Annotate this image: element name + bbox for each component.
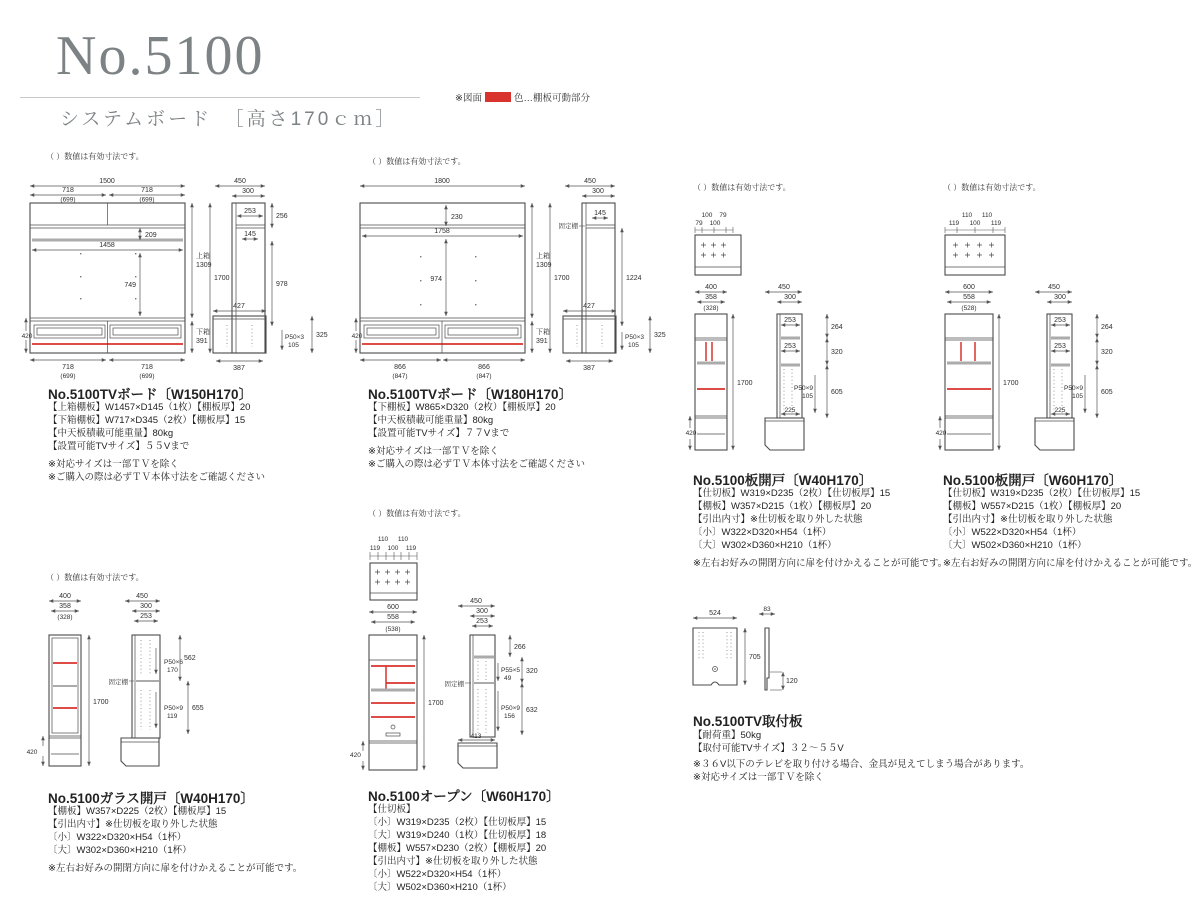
product-specs <box>693 729 844 755</box>
spec-line: 【棚板】W357×D225（2枚）【棚板厚】15 <box>48 806 227 817</box>
dim-label: 866 <box>394 364 406 371</box>
dim-label: 300 <box>140 603 152 610</box>
dim-label: 253 <box>784 343 796 350</box>
spec-line: 【仕切板】W319×D235（2枚）【仕切板厚】15 <box>693 488 891 499</box>
dim-label: (699) <box>60 373 76 380</box>
note-line: ※ご購入の際は必ずＴＶ本体寸法をご確認ください <box>368 459 585 470</box>
dim-label: 105 <box>802 393 813 400</box>
dim-label: 387 <box>583 365 595 372</box>
dim-label: 450 <box>136 593 148 600</box>
dim-label: 978 <box>276 281 288 288</box>
dim-label: 105 <box>628 342 639 349</box>
spec-line: 〔大〕W302×D360×H210（1杯） <box>693 540 837 551</box>
dim-label: 266 <box>514 644 526 651</box>
fig-note: （ ）数値は有効寸法です。 <box>943 183 1041 192</box>
dim-label: P50×9 <box>1064 385 1083 392</box>
dim-label: 420 <box>351 333 363 340</box>
fig-note: （ ）数値は有効寸法です。 <box>46 152 144 161</box>
side-view <box>765 314 804 450</box>
dim-label: 1700 <box>737 380 753 387</box>
dim-label: 固定棚 <box>108 679 128 686</box>
dim-label: 558 <box>387 614 399 621</box>
dim-label: 320 <box>526 668 538 675</box>
front-dimensions <box>27 593 109 766</box>
dim-label: 119 <box>990 220 1002 227</box>
dim-label: 450 <box>234 178 246 185</box>
note-line: ※３６V以下のテレビを取り付ける場合、金具が見えてしまう場合があります。 <box>693 759 1030 770</box>
dim-label: 209 <box>145 232 157 239</box>
legend-suffix: 色…棚板可動部分 <box>513 93 590 104</box>
dim-label: 391 <box>536 338 548 345</box>
dim-label: 1309 <box>536 262 552 269</box>
dim-label: 325 <box>654 332 666 339</box>
dim-label: 79 <box>695 220 703 227</box>
dim-label: 718 <box>62 187 74 194</box>
dim-label: 119 <box>405 545 417 552</box>
front-dimensions <box>352 178 570 380</box>
spec-line: 【設置可能TVサイズ】７７Vまで <box>368 428 510 439</box>
note-line: ※対応サイズは一部ＴＶを除く <box>693 772 824 783</box>
product-specs <box>693 487 890 552</box>
dim-label: (528) <box>961 305 977 312</box>
product-specs <box>368 803 546 894</box>
spec-line: 【仕切板】W319×D235（2枚）【仕切板厚】15 <box>943 488 1141 499</box>
dim-label: 100 <box>387 545 399 552</box>
front-dimensions <box>350 604 444 770</box>
front-dimensions <box>22 178 230 380</box>
glassdoor-w40-drawing <box>20 568 350 784</box>
dim-label: 524 <box>709 610 721 617</box>
front-view <box>945 314 993 450</box>
spec-line: 【中天板積載可能重量】80kg <box>368 415 494 426</box>
dim-label: 1458 <box>99 242 115 249</box>
spec-line: 【中天板積載可能重量】80kg <box>48 428 174 439</box>
front-view <box>49 635 81 766</box>
dim-label: 119 <box>167 713 178 720</box>
product-caption: No.5100ガラス開戸〔W40H170〕 <box>48 791 254 806</box>
dim-label: 253 <box>140 613 152 620</box>
spec-line: 【下箱棚板】W717×D345（2枚）【棚板厚】15 <box>48 415 246 426</box>
dim-label: 866 <box>478 364 490 371</box>
tv-plate-drawing <box>685 598 975 710</box>
dim-label: (847) <box>392 373 408 380</box>
dim-label: 110 <box>377 536 389 543</box>
door-w60-drawing <box>935 173 1200 465</box>
side-dimensions <box>559 178 666 372</box>
side-view <box>1035 314 1074 450</box>
dim-label: (699) <box>139 196 155 204</box>
product-notes <box>368 445 585 471</box>
spec-line: 〔小〕W319×D235（2枚）【仕切板厚】15 <box>368 817 547 828</box>
spec-line: 【設置可能TVサイズ】５５Vまで <box>48 441 190 452</box>
dim-label: 450 <box>1048 284 1060 291</box>
dim-label: 253 <box>1054 317 1066 324</box>
spec-line: 【下棚板】W865×D320（2枚）【棚板厚】20 <box>368 402 556 413</box>
fig-note: （ ）数値は有効寸法です。 <box>693 183 791 192</box>
front-view <box>369 635 417 770</box>
front-dimensions <box>686 284 753 450</box>
dim-label: 256 <box>276 213 288 220</box>
dim-label: 420 <box>685 430 697 437</box>
fig-note: （ ）数値は有効寸法です。 <box>368 509 466 518</box>
front-view <box>30 203 185 353</box>
dim-label: 156 <box>504 713 515 720</box>
dim-label: (328) <box>57 614 73 621</box>
dim-label: 300 <box>476 608 488 615</box>
dim-label: 358 <box>705 294 717 301</box>
dim-label: (847) <box>476 373 492 380</box>
plate-front-view <box>693 628 737 685</box>
dim-label: 450 <box>584 178 596 185</box>
dim-label: 320 <box>831 349 843 356</box>
spec-line: 【仕切板】 <box>368 804 416 815</box>
dim-label: 110 <box>397 536 409 543</box>
spec-line: 【引出内寸】※仕切板を取り外した状態 <box>368 856 538 867</box>
dim-label: 974 <box>430 276 442 283</box>
dim-label: 上箱 <box>536 253 550 260</box>
spec-line: 【引出内寸】※仕切板を取り外した状態 <box>693 514 863 525</box>
front-view <box>695 314 727 450</box>
side-dimensions <box>213 178 328 372</box>
dim-label: 400 <box>705 284 717 291</box>
fig-note: （ ）数値は有効寸法です。 <box>368 157 466 166</box>
dim-label: 450 <box>778 284 790 291</box>
product-specs <box>368 401 556 440</box>
dim-label: P50×3 <box>625 334 644 341</box>
dim-label: 427 <box>233 303 245 310</box>
dim-label: 420 <box>21 333 33 340</box>
spec-line: 【引出内寸】※仕切板を取り外した状態 <box>943 514 1113 525</box>
dim-label: (699) <box>139 373 155 380</box>
dim-label: 718 <box>62 364 74 371</box>
dim-label: 110 <box>981 212 993 219</box>
dim-label: 下箱 <box>196 329 210 336</box>
front-dimensions <box>936 284 1019 450</box>
side-dimensions <box>445 598 538 740</box>
dim-label: 705 <box>749 654 761 661</box>
title-rule <box>20 97 420 98</box>
top-panel-view <box>370 536 417 600</box>
spec-line: 【取付可能TVサイズ】３２～５５V <box>693 743 844 754</box>
plate-dimensions <box>693 606 798 690</box>
dim-label: 718 <box>141 187 153 194</box>
note-line: ※ご購入の際は必ずＴＶ本体寸法をご確認ください <box>48 472 265 483</box>
dim-label: 1500 <box>99 178 115 185</box>
dim-label: 558 <box>963 294 975 301</box>
dim-label: 49 <box>504 675 512 682</box>
spec-line: 〔大〕W502×D360×H210（1杯） <box>368 882 512 893</box>
dim-label: 225 <box>784 407 796 414</box>
note-line: ※左右お好みの開閉方向に扉を付けかえることが可能です。 <box>693 558 948 569</box>
dim-label: 1700 <box>93 699 109 706</box>
dim-label: 264 <box>1101 324 1113 331</box>
side-view <box>458 635 497 768</box>
dim-label: 420 <box>26 749 38 756</box>
plate-side-view <box>765 628 769 690</box>
dim-label: 105 <box>1072 393 1083 400</box>
dim-label: 119 <box>369 545 381 552</box>
fig-note: （ ）数値は有効寸法です。 <box>46 573 144 582</box>
dim-label: 固定棚 <box>444 681 464 688</box>
dim-label: 100 <box>709 220 721 227</box>
dim-label: 1224 <box>626 275 642 282</box>
dim-label: 下箱 <box>536 329 550 336</box>
note-line: ※左右お好みの開閉方向に扉を付けかえることが可能です。 <box>48 863 303 874</box>
dim-label: 718 <box>141 364 153 371</box>
dim-label: 1309 <box>196 262 212 269</box>
dim-label: 320 <box>1101 349 1113 356</box>
dim-label: 400 <box>59 593 71 600</box>
door-w40-drawing <box>685 173 935 465</box>
dim-label: 225 <box>1054 407 1066 414</box>
dim-label: 605 <box>1101 389 1113 396</box>
dim-label: 420 <box>935 430 947 437</box>
tvboard-w150-drawing <box>20 148 350 380</box>
dim-label: 300 <box>592 188 604 195</box>
page-subtitle: システムボード ［高さ170ｃｍ］ <box>60 109 398 130</box>
dim-label: 600 <box>963 284 975 291</box>
dim-label: 300 <box>1054 294 1066 301</box>
dim-label: 105 <box>288 342 299 349</box>
spec-line: 〔大〕W502×D360×H210（1杯） <box>943 540 1087 551</box>
dim-label: 110 <box>961 212 973 219</box>
dim-label: (538) <box>385 626 401 633</box>
dim-label: 1758 <box>434 228 450 235</box>
dim-label: 253 <box>476 618 488 625</box>
side-dimensions <box>109 593 204 734</box>
dim-label: 325 <box>316 332 328 339</box>
spec-line: 〔大〕W319×D240（1枚）【仕切板厚】18 <box>368 830 547 841</box>
dim-label: 264 <box>831 324 843 331</box>
open-w60-drawing <box>350 505 660 783</box>
dim-label: P55×5 <box>501 667 520 674</box>
dim-label: 605 <box>831 389 843 396</box>
dim-label: P50×9 <box>164 705 183 712</box>
top-panel-view <box>695 212 741 275</box>
dim-label: 300 <box>242 188 254 195</box>
dim-label: 上箱 <box>196 253 210 260</box>
dim-label: 119 <box>948 220 960 227</box>
spec-line: 【棚板】W557×D215（1枚）【棚板厚】20 <box>943 501 1122 512</box>
product-notes <box>943 557 1197 570</box>
dim-label: 145 <box>594 210 606 217</box>
dim-label: 1700 <box>554 275 570 282</box>
product-caption: No.5100TVボード〔W150H170〕 <box>48 387 253 402</box>
spec-line: 〔小〕W322×D320×H54（1杯） <box>48 832 187 843</box>
red-color-swatch <box>485 92 511 102</box>
dim-label: 387 <box>233 365 245 372</box>
dim-label: 100 <box>969 220 981 227</box>
product-notes <box>693 758 1029 784</box>
dim-label: 1700 <box>1003 380 1019 387</box>
product-caption: No.5100TV取付板 <box>693 714 803 729</box>
spec-line: 【耐荷重】50kg <box>693 730 762 741</box>
dim-label: 253 <box>1054 343 1066 350</box>
spec-line: 【引出内寸】※仕切板を取り外した状態 <box>48 819 218 830</box>
dim-label: 655 <box>192 705 204 712</box>
dim-label: P50×9 <box>794 385 813 392</box>
dim-label: P50×3 <box>285 334 304 341</box>
dim-label: 391 <box>196 338 208 345</box>
product-specs <box>48 805 226 857</box>
product-notes <box>48 862 302 875</box>
dim-label: 632 <box>526 707 538 714</box>
dim-label: 145 <box>244 231 256 238</box>
product-notes <box>48 458 265 484</box>
dim-label: 358 <box>59 603 71 610</box>
product-specs <box>48 401 250 453</box>
tvboard-w180-drawing <box>350 148 670 380</box>
top-panel-view <box>945 212 1005 275</box>
dim-label: 1700 <box>428 700 444 707</box>
product-caption: No.5100板開戸〔W40H170〕 <box>693 473 873 488</box>
dim-label: 230 <box>451 214 463 221</box>
dim-label: 600 <box>387 604 399 611</box>
product-caption: No.5100TVボード〔W180H170〕 <box>368 387 573 402</box>
dim-label: 420 <box>350 752 361 759</box>
spec-line: 【棚板】W357×D215（1枚）【棚板厚】20 <box>693 501 872 512</box>
spec-line: 〔大〕W302×D360×H210（1杯） <box>48 845 192 856</box>
dim-label: 253 <box>784 317 796 324</box>
dim-label: 749 <box>124 282 136 289</box>
dim-label: 83 <box>763 606 771 613</box>
spec-line: 〔小〕W322×D320×H54（1杯） <box>693 527 832 538</box>
dim-label: P50×6 <box>164 659 183 666</box>
dim-label: P50×9 <box>501 705 520 712</box>
product-specs <box>943 487 1140 552</box>
color-legend <box>455 90 590 104</box>
dim-label: 300 <box>784 294 796 301</box>
page-title: No.5100 <box>56 25 265 87</box>
note-line: ※対応サイズは一部ＴＶを除く <box>368 446 499 457</box>
dim-label: 79 <box>719 212 727 219</box>
dim-label: (328) <box>703 305 719 312</box>
spec-line: 【上箱棚板】W1457×D145（1枚）【棚板厚】20 <box>48 402 251 413</box>
note-line: ※左右お好みの開閉方向に扉を付けかえることが可能です。 <box>943 558 1198 569</box>
spec-line: 【棚板】W557×D230（2枚）【棚板厚】20 <box>368 843 547 854</box>
dim-label: (699) <box>60 196 76 204</box>
note-line: ※対応サイズは一部ＴＶを除く <box>48 459 179 470</box>
dim-label: 450 <box>470 598 482 605</box>
front-view <box>360 203 525 353</box>
side-view <box>121 635 160 766</box>
dim-label: 253 <box>244 208 256 215</box>
legend-prefix: ※図面 <box>455 93 482 104</box>
dim-label: 427 <box>583 303 595 310</box>
dim-label: 413 <box>470 733 482 740</box>
product-caption: No.5100オープン〔W60H170〕 <box>368 789 560 804</box>
dim-label: 100 <box>701 212 713 219</box>
dim-label: 1700 <box>214 275 230 282</box>
dim-label: 1800 <box>434 178 450 185</box>
spec-line: 〔小〕W522×D320×H54（1杯） <box>943 527 1082 538</box>
dim-label: 固定棚 <box>558 223 578 230</box>
dim-label: 562 <box>184 655 196 662</box>
product-caption: No.5100板開戸〔W60H170〕 <box>943 473 1123 488</box>
spec-line: 〔小〕W522×D320×H54（1杯） <box>368 869 507 880</box>
dim-label: 170 <box>167 667 178 674</box>
product-notes <box>693 557 947 570</box>
dim-label: 120 <box>786 678 798 685</box>
